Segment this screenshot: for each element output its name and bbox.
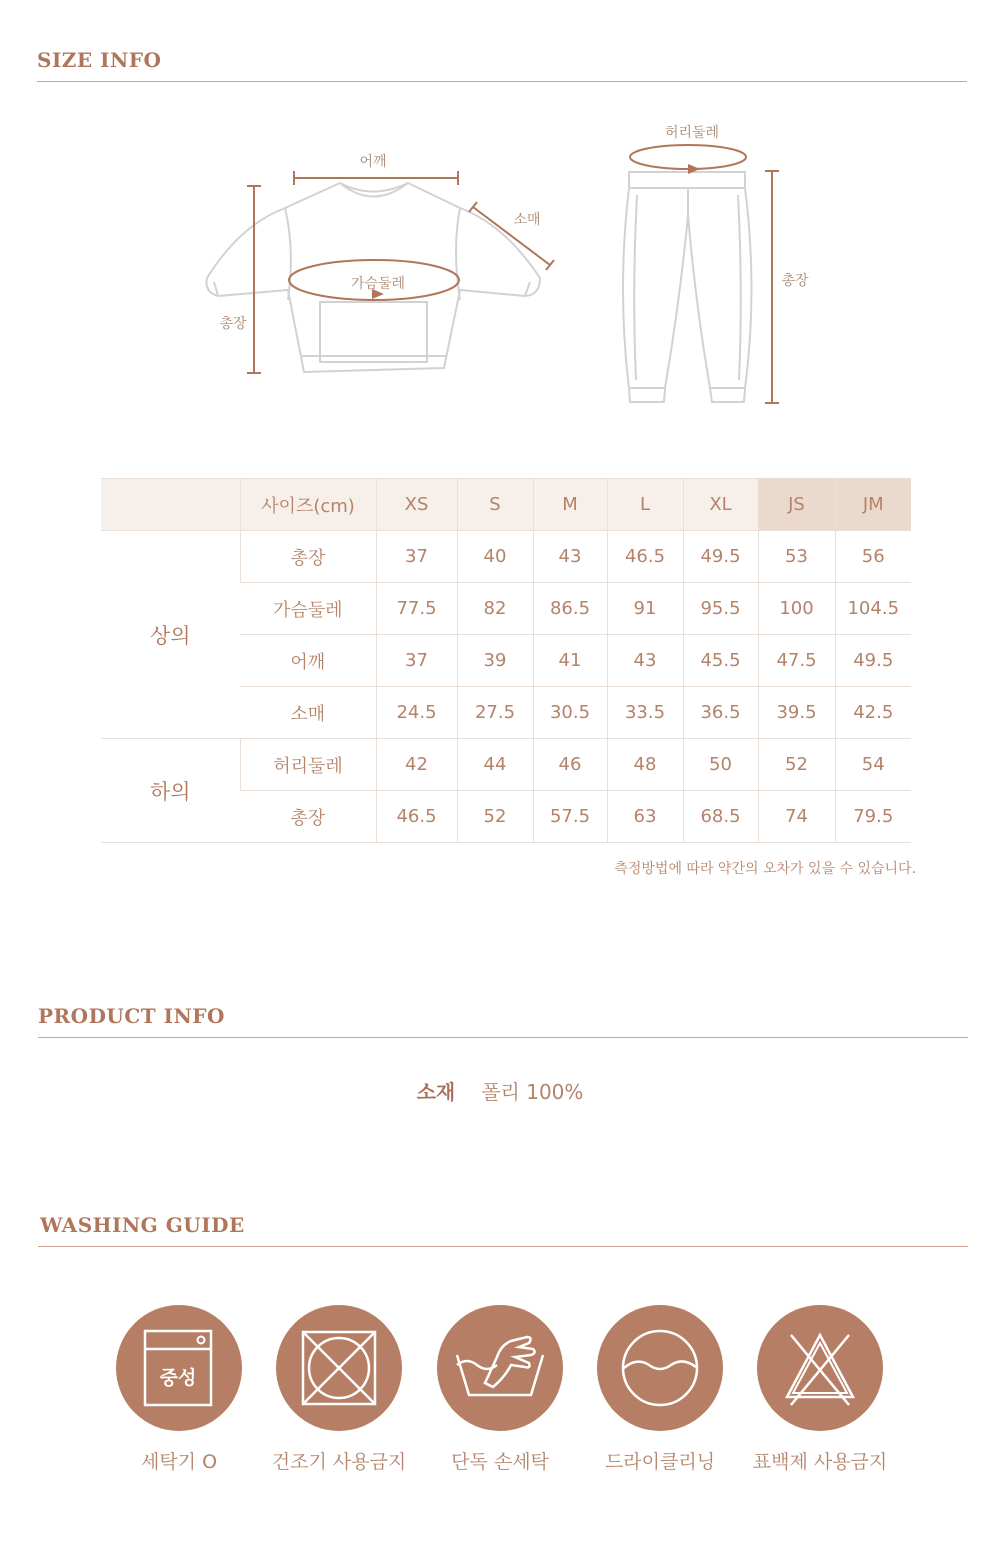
cell: 56 bbox=[835, 531, 911, 583]
size-info-divider bbox=[37, 81, 967, 82]
wash-label: 세탁기 O bbox=[140, 1451, 218, 1473]
no-tumble-dry-icon bbox=[276, 1305, 402, 1431]
cell: 46.5 bbox=[376, 791, 457, 843]
cell: 42.5 bbox=[835, 687, 911, 739]
washing-machine-icon bbox=[116, 1305, 242, 1431]
hand-wash-icon bbox=[437, 1305, 563, 1431]
cell: 68.5 bbox=[683, 791, 758, 843]
waist-label: 허리둘레 bbox=[664, 125, 720, 141]
cell: 36.5 bbox=[683, 687, 758, 739]
cell: 33.5 bbox=[607, 687, 683, 739]
cell: 77.5 bbox=[376, 583, 457, 635]
header-cell: L bbox=[607, 479, 683, 531]
garment-diagram bbox=[0, 100, 1000, 430]
cell: 82 bbox=[457, 583, 533, 635]
cell: 48 bbox=[607, 739, 683, 791]
washing-guide-title: WASHING GUIDE bbox=[40, 1213, 245, 1237]
header-cell: XL bbox=[683, 479, 758, 531]
pants-drawing bbox=[623, 172, 752, 402]
wash-label: 건조기 사용금지 bbox=[271, 1451, 407, 1473]
cell: 46.5 bbox=[607, 531, 683, 583]
table-row bbox=[101, 531, 911, 583]
cell: 40 bbox=[457, 531, 533, 583]
cell: 52 bbox=[457, 791, 533, 843]
size-info-title: SIZE INFO bbox=[37, 48, 162, 72]
material-value: 폴리 100% bbox=[481, 1080, 584, 1104]
top-length-label: 총장 bbox=[219, 316, 247, 332]
row-label: 총장 bbox=[240, 531, 376, 583]
no-bleach-icon bbox=[757, 1305, 883, 1431]
wash-item bbox=[116, 1305, 242, 1474]
cell: 42 bbox=[376, 739, 457, 791]
washer-badge: 중성 bbox=[159, 1367, 197, 1389]
cell: 104.5 bbox=[835, 583, 911, 635]
group-bottom: 하의 bbox=[101, 739, 240, 843]
cell: 47.5 bbox=[758, 635, 835, 687]
wash-label: 표백제 사용금지 bbox=[752, 1451, 888, 1473]
cell: 91 bbox=[607, 583, 683, 635]
cell: 74 bbox=[758, 791, 835, 843]
wash-label: 드라이클리닝 bbox=[604, 1451, 716, 1473]
row-label: 허리둘레 bbox=[240, 739, 376, 791]
header-cell: XS bbox=[376, 479, 457, 531]
header-cell: M bbox=[533, 479, 607, 531]
cell: 53 bbox=[758, 531, 835, 583]
chest-label: 가슴둘레 bbox=[350, 276, 406, 292]
sleeve-label: 소매 bbox=[513, 212, 541, 228]
cell: 27.5 bbox=[457, 687, 533, 739]
header-cell: S bbox=[457, 479, 533, 531]
cell: 39.5 bbox=[758, 687, 835, 739]
cell: 37 bbox=[376, 635, 457, 687]
wash-item bbox=[597, 1305, 723, 1474]
cell: 30.5 bbox=[533, 687, 607, 739]
size-table bbox=[101, 478, 911, 843]
product-info-title: PRODUCT INFO bbox=[38, 1004, 225, 1028]
row-label: 총장 bbox=[240, 791, 376, 843]
cell: 63 bbox=[607, 791, 683, 843]
cell: 24.5 bbox=[376, 687, 457, 739]
group-top: 상의 bbox=[101, 531, 240, 739]
material-label: 소재 bbox=[416, 1080, 456, 1104]
cell: 57.5 bbox=[533, 791, 607, 843]
material-row bbox=[0, 1076, 1000, 1105]
header-cell bbox=[101, 479, 240, 531]
cell: 49.5 bbox=[683, 531, 758, 583]
wash-item bbox=[271, 1305, 407, 1474]
cell: 43 bbox=[607, 635, 683, 687]
cell: 44 bbox=[457, 739, 533, 791]
row-label: 소매 bbox=[240, 687, 376, 739]
measurement-note: 측정방법에 따라 약간의 오차가 있을 수 있습니다. bbox=[614, 861, 916, 877]
cell: 79.5 bbox=[835, 791, 911, 843]
wash-item bbox=[437, 1305, 563, 1474]
cell: 100 bbox=[758, 583, 835, 635]
product-info-divider bbox=[38, 1037, 968, 1038]
cell: 41 bbox=[533, 635, 607, 687]
table-row bbox=[101, 739, 911, 791]
cell: 95.5 bbox=[683, 583, 758, 635]
cell: 37 bbox=[376, 531, 457, 583]
header-cell: JS bbox=[758, 479, 835, 531]
cell: 39 bbox=[457, 635, 533, 687]
washing-guide-divider bbox=[38, 1246, 968, 1247]
cell: 45.5 bbox=[683, 635, 758, 687]
wash-label: 단독 손세탁 bbox=[451, 1451, 549, 1473]
dry-clean-icon bbox=[597, 1305, 723, 1431]
cell: 49.5 bbox=[835, 635, 911, 687]
size-table-header bbox=[101, 479, 911, 531]
cell: 54 bbox=[835, 739, 911, 791]
row-label: 가슴둘레 bbox=[240, 583, 376, 635]
cell: 46 bbox=[533, 739, 607, 791]
cell: 43 bbox=[533, 531, 607, 583]
cell: 52 bbox=[758, 739, 835, 791]
cell: 86.5 bbox=[533, 583, 607, 635]
header-cell: JM bbox=[835, 479, 911, 531]
header-cell: 사이즈(cm) bbox=[240, 479, 376, 531]
bottom-length-label: 총장 bbox=[781, 273, 809, 289]
row-label: 어깨 bbox=[240, 635, 376, 687]
wash-item bbox=[752, 1305, 888, 1474]
shoulder-label: 어깨 bbox=[359, 154, 387, 170]
cell: 50 bbox=[683, 739, 758, 791]
